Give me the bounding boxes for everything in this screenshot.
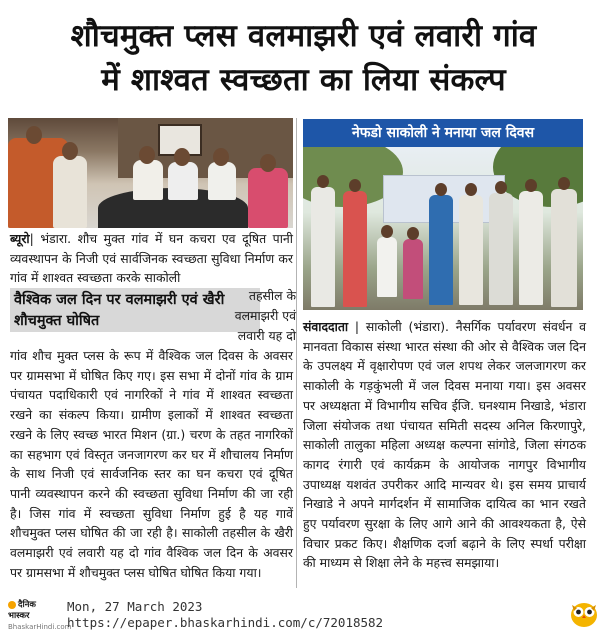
footer-url[interactable]: https://epaper.bhaskarhindi.com/c/72018582 [67, 615, 384, 630]
left-intro-line-3: निर्माण कर गांव में शाश्वत स्वच्छता करके साकोली [10, 250, 293, 286]
logo-name: दैनिक भास्कर [8, 600, 36, 621]
left-article-intro [10, 229, 293, 288]
right-article-text: | साकोली (भंडारा). नैसर्गिक पर्यावरण संवर्धन व मानवता विकास संस्था भारत संस्था की ओर से वैश्विक जल दिन के उपलक्ष्य में वृक्षारोपण एवं जल शपथ लेकर जलजागरण कर साकोली के गड़कुंभली में जल दिवस मनाया गया। इस अवसर पर अध्यक्षता में विभागीय सचिव ईजि. घनश्याम निखाडे, भंडारा जिला संयोजक तथा पंचायत समिती सदस्य अनिल किरणापुरे, साकोली तालुका महिला अध्यक्ष कल्पना सांगोडे, जिला संगठक कागद रंगारी एवं कार्यक्रम के आयोजक नागपुर विभागीय उपाध्यक्ष यशवंत उपरीकर आदि मान्यवर थे। इस समय प्राचार्य निखाडे ने अपने मार्गदर्शन में सामाजिक दायित्व का भान रखते हुए पर्यावरण सुरक्षा के लिए आगे आने की आवश्यकता है, ऐसे विचार प्रकट किए। शैक्षणिक दर्जा बढ़ाने के लिए स्पर्धा परीक्षा की माध्यम से शिक्षा लेने के महत्त्व समझाया। [303, 319, 586, 571]
left-article-body: गांव शौच मुक्त प्लस के रूप में वैश्विक जल दिवस के अवसर पर ग्रामसभा में घोषित किए गए। इस सभा में दोनों गांव के ग्राम पंचायत पदाधिकारी एवं नागरिकों ने गांव में शाश्वत स्वच्छता रखने का संकल्प किया। ग्रामीण इलाकों में शाश्वत स्वच्छता रखने के लिए स्वच्छ भारत मिशन (ग्रा.) चरण के तहत नागरिकों का सहभाग एवं विस्तृत जनजागरण कर घर में शौचालय निर्माण के साथ निजी एवं सार्वजनिक स्तर का घन कचरा एवं दूषित पानी व्यवस्थापन करने की स्वच्छता सुविधा निर्माण की जा रही है। जिस गांव में स्वच्छता सुविधा निर्माण हुई है यह गावें शौचमुक्त प्लस घोषित की जा रही है। साकोली तहसील के खैरी वलमाझरी एवं लवारी यह दो गांव वैश्विक जल दिन के अवसर पर ग्रामसभा में शौचमुक्त प्लस घोषित घोषित किया गया। [10, 348, 293, 580]
group-photo [303, 147, 583, 310]
owl-mascot-icon [568, 597, 600, 629]
headline-line-1: शौचमुक्त प्लस वलमाझरी एवं लवारी गांव [70, 18, 537, 54]
right-article-body [303, 317, 586, 573]
logo-site: BhaskarHindi.com [8, 623, 72, 631]
left-subhead: वैश्विक जल दिन पर वलमाझरी एवं खैरी शौचमुक्त घोषित [10, 288, 260, 332]
left-dateline: ब्यूरो [10, 231, 30, 246]
right-dateline: संवाददाता [303, 319, 349, 334]
left-intro-line-1: | भंडारा. शौच मुक्त गांव में घन कचरा एव दूषित पानी [29, 231, 293, 246]
meeting-photo [8, 118, 293, 228]
right-article-banner: नेफडो साकोली ने मनाया जल दिवस [303, 119, 583, 147]
left-side-line-2: वलमाझरी एवं [234, 308, 296, 323]
headline [6, 14, 601, 102]
footer-date: Mon, 27 March 2023 [67, 599, 203, 614]
left-side-lines [216, 286, 296, 346]
dainik-bhaskar-logo [8, 600, 72, 631]
logo-dot-icon [8, 601, 16, 609]
footer [0, 595, 607, 637]
left-intro-line-2: व्यवस्थापन के निजी एवं सार्वजिनक स्वच्छता सुविधा [10, 250, 241, 266]
headline-line-2: में शाश्वत स्वच्छता का लिया संकल्प [101, 62, 506, 98]
column-divider [296, 118, 297, 588]
left-side-line-1: तहसील के [248, 288, 296, 303]
left-side-line-3: लवारी यह दो [237, 328, 296, 343]
